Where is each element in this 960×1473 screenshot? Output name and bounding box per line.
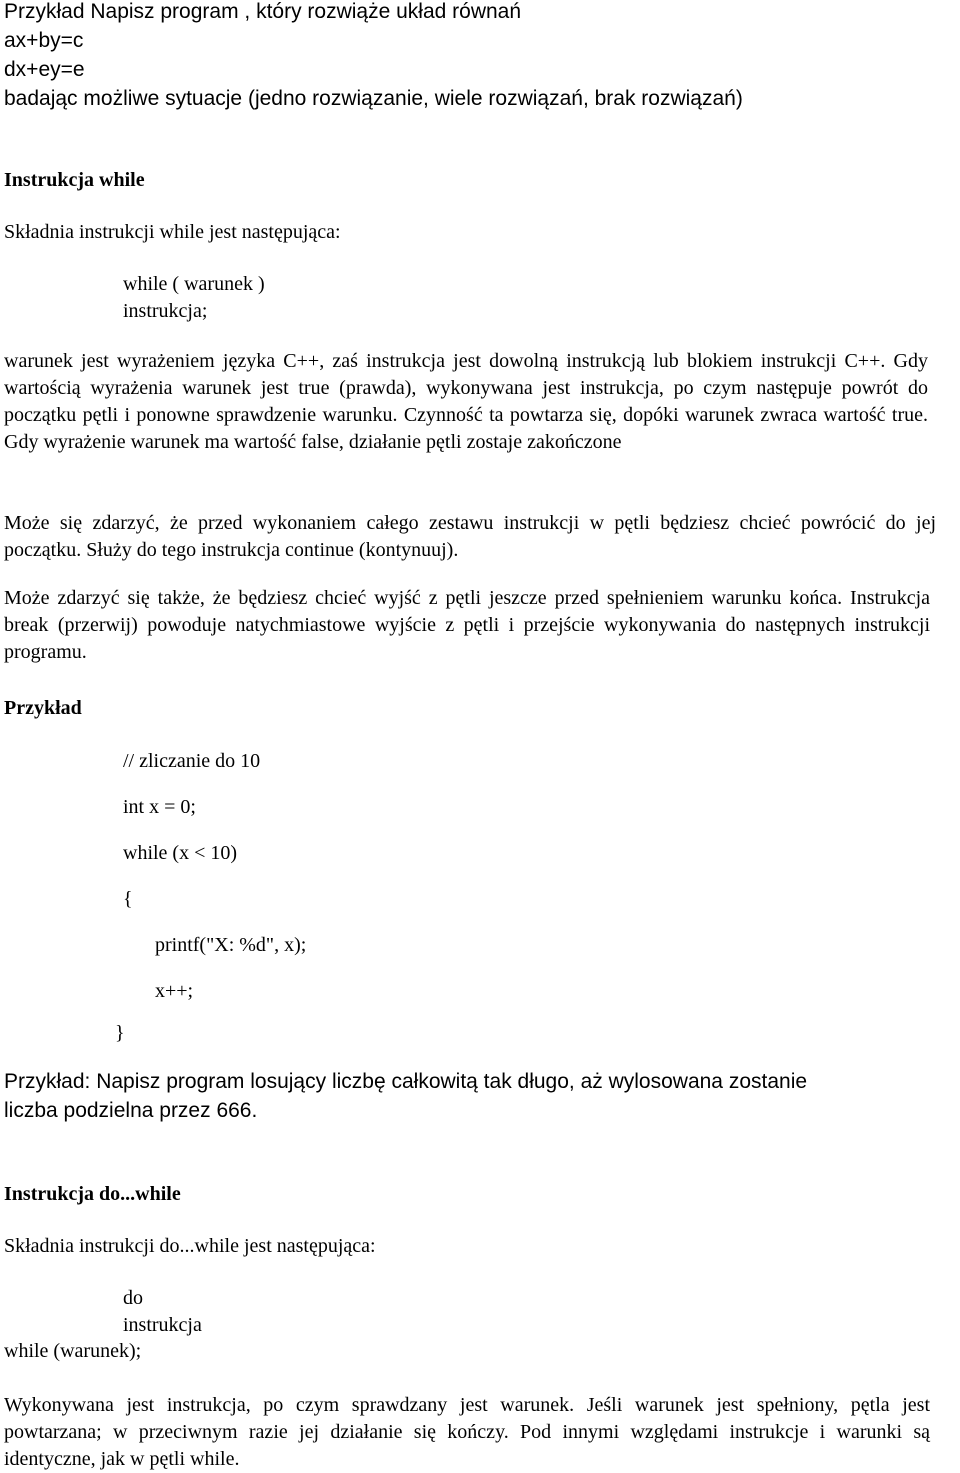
do-while-syntax-line-1: do	[123, 1287, 143, 1309]
while-syntax-line-2: instrukcja;	[123, 300, 208, 322]
code-line-increment: x++;	[155, 980, 194, 1002]
intro-line-4: badając możliwe sytuacje (jedno rozwiązanie, wiele rozwiązań, brak rozwiązań)	[4, 87, 743, 110]
code-line-while: while (x < 10)	[123, 842, 238, 864]
continue-paragraph: Może się zdarzyć, że przed wykonaniem całego zestawu instrukcji w pętli będziesz chcieć powrócić do jej początku. Służy do tego instrukcja continue (kontynuuj).	[4, 512, 936, 561]
task-line-2: liczba podzielna przez 666.	[4, 1099, 258, 1122]
do-while-syntax-line-2: instrukcja	[123, 1314, 202, 1336]
code-line-close-brace: }	[115, 1022, 125, 1044]
do-while-syntax-intro: Składnia instrukcji do...while jest następująca:	[4, 1235, 376, 1257]
while-syntax-line-1: while ( warunek )	[123, 273, 265, 295]
do-while-syntax-line-3: while (warunek);	[4, 1340, 142, 1362]
do-while-description-paragraph: Wykonywana jest instrukcja, po czym sprawdzany jest warunek. Jeśli warunek jest spełniony, pętla jest powtarzana; w przeciwnym razie jej działanie się kończy. Pod innymi względami instrukcje i warunki są identyczne, jak w pętli while.	[4, 1394, 930, 1470]
code-line-printf: printf("X: %d", x);	[155, 934, 307, 956]
code-line-open-brace: {	[123, 888, 133, 910]
while-heading: Instrukcja while	[4, 169, 145, 191]
do-while-heading: Instrukcja do...while	[4, 1183, 181, 1205]
code-line-comment: // zliczanie do 10	[123, 750, 261, 772]
while-syntax-intro: Składnia instrukcji while jest następująca:	[4, 221, 341, 243]
code-line-init: int x = 0;	[123, 796, 196, 818]
intro-line-3: dx+ey=e	[4, 58, 85, 81]
break-paragraph: Może zdarzyć się także, że będziesz chcieć wyjść z pętli jeszcze przed spełnieniem warunku końca. Instrukcja break (przerwij) powoduje natychmiastowe wyjście z pętli i przejście wykonywania do następnych instrukcji programu.	[4, 587, 930, 663]
example-heading: Przykład	[4, 697, 82, 719]
intro-line-1: Przykład Napisz program , który rozwiąże układ równań	[4, 0, 522, 23]
while-description-paragraph: warunek jest wyrażeniem języka C++, zaś instrukcja jest dowolną instrukcją lub blokiem instrukcji C++. Gdy wartością wyrażenia warunek jest true (prawda), wykonywana jest instrukcja, po czym następuje powrót do początku pętli i ponowne sprawdzenie warunku. Czynność ta powtarza się, dopóki warunek zwraca wartość true. Gdy wyrażenie warunek ma wartość false, działanie pętli zostaje zakończone	[4, 350, 928, 453]
intro-line-2: ax+by=c	[4, 29, 84, 52]
task-line-1: Przykład: Napisz program losujący liczbę całkowitą tak długo, aż wylosowana zostanie	[4, 1070, 808, 1093]
